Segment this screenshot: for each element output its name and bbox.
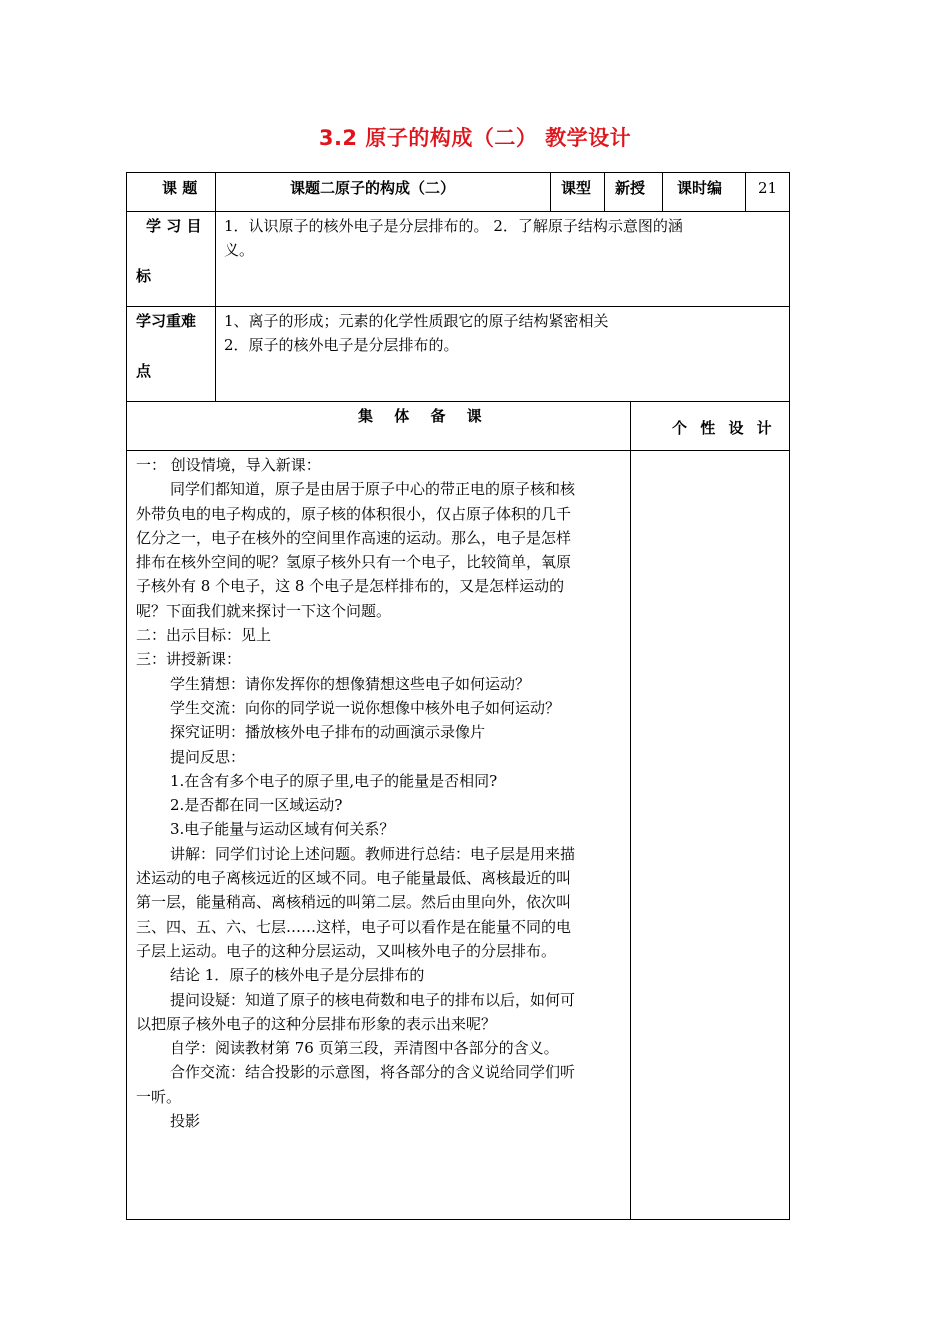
period-value: 21 [758, 179, 778, 197]
body-line: 学生交流：向你的同学说一说你想像中核外电子如何运动？ [170, 698, 561, 717]
personal-design-body-cell [630, 450, 790, 1220]
keypoints-line1: 1、离子的形成；元素的化学性质跟它的原子结构紧密相关 [224, 312, 609, 330]
lesson-body [136, 453, 626, 1133]
body-line: 以把原子核外电子的这种分层排布形象的表示出来呢？ [136, 1014, 497, 1033]
body-line: 排布在核外空间的呢？氢原子核外只有一个电子，比较简单，氧原 [136, 553, 572, 572]
body-line: 呢？下面我们就来探讨一下这个问题。 [136, 601, 392, 620]
body-line: 子核外有 8 个电子，这 8 个电子是怎样排布的，又是怎样运动的 [136, 577, 565, 596]
body-line: 提问反思： [170, 747, 246, 766]
body-line: 述运动的电子离核远近的区域不同。电子能量最低、离核最近的叫 [136, 869, 572, 888]
group-prep-header: 集 体 备 课 [358, 407, 490, 425]
body-line: 提问设疑：知道了原子的核电荷数和电子的排布以后，如何可 [170, 990, 576, 1009]
type-value: 新授 [615, 179, 646, 197]
body-line: 自学：阅读教材第 76 页第三段，弄清图中各部分的含义。 [170, 1039, 559, 1058]
body-line: 1.在含有多个电子的原子里,电子的能量是否相同? [170, 771, 498, 790]
body-line: 子层上运动。电子的这种分层运动，又叫核外电子的分层排布。 [136, 941, 557, 960]
body-line: 讲解：同学们讨论上述问题。教师进行总结：电子层是用来描 [170, 844, 576, 863]
topic-label: 课 题 [162, 179, 198, 197]
topic-value: 课题二原子的构成（二） [290, 179, 456, 197]
type-label: 课型 [561, 179, 592, 197]
body-line: 一听。 [136, 1087, 182, 1106]
personal-design-header: 个 性 设 计 [672, 419, 776, 437]
body-line: 三、四、五、六、七层……这样，电子可以看作是在能量不同的电 [136, 917, 572, 936]
body-line: 亿分之一，电子在核外的空间里作高速的运动。那么，电子是怎样 [136, 528, 572, 547]
body-line: 三：讲授新课： [136, 650, 242, 669]
body-line: 合作交流：结合投影的示意图，将各部分的含义说给同学们听 [170, 1063, 576, 1082]
body-line: 探究证明：播放核外电子排布的动画演示录像片 [170, 723, 486, 742]
goals-label-line1: 学 习 目 [146, 217, 202, 235]
goals-line2: 义。 [224, 241, 255, 259]
keypoints-label-line2: 点 [136, 362, 152, 380]
body-line: 第一层，能量稍高、离核稍远的叫第二层。然后由里向外，依次叫 [136, 893, 572, 912]
period-label: 课时编 [677, 179, 723, 197]
body-line: 一： 创设情境，导入新课： [136, 456, 321, 474]
body-line: 学生猜想：请你发挥你的想像猜想这些电子如何运动？ [170, 674, 531, 693]
body-line: 投影 [170, 1112, 201, 1131]
body-line: 2.是否都在同一区域运动? [170, 796, 343, 815]
page-title: 3.2 原子的构成（二） 教学设计 [318, 126, 632, 150]
body-line: 外带负电的电子构成的，原子核的体积很小，仅占原子体积的几千 [136, 504, 572, 523]
goals-label-line2: 标 [136, 267, 152, 285]
goals-line1: 1．认识原子的核外电子是分层排布的。 2．了解原子结构示意图的涵 [224, 217, 683, 235]
keypoints-label-line1: 学习重难 [136, 312, 197, 330]
body-line: 结论 1．原子的核外电子是分层排布的 [170, 966, 425, 985]
keypoints-line2: 2．原子的核外电子是分层排布的。 [224, 336, 459, 354]
body-line: 3.电子能量与运动区域有何关系？ [170, 820, 395, 839]
body-line: 同学们都知道，原子是由居于原子中心的带正电的原子核和核 [170, 480, 576, 499]
body-line: 二：出示目标：见上 [136, 626, 272, 645]
